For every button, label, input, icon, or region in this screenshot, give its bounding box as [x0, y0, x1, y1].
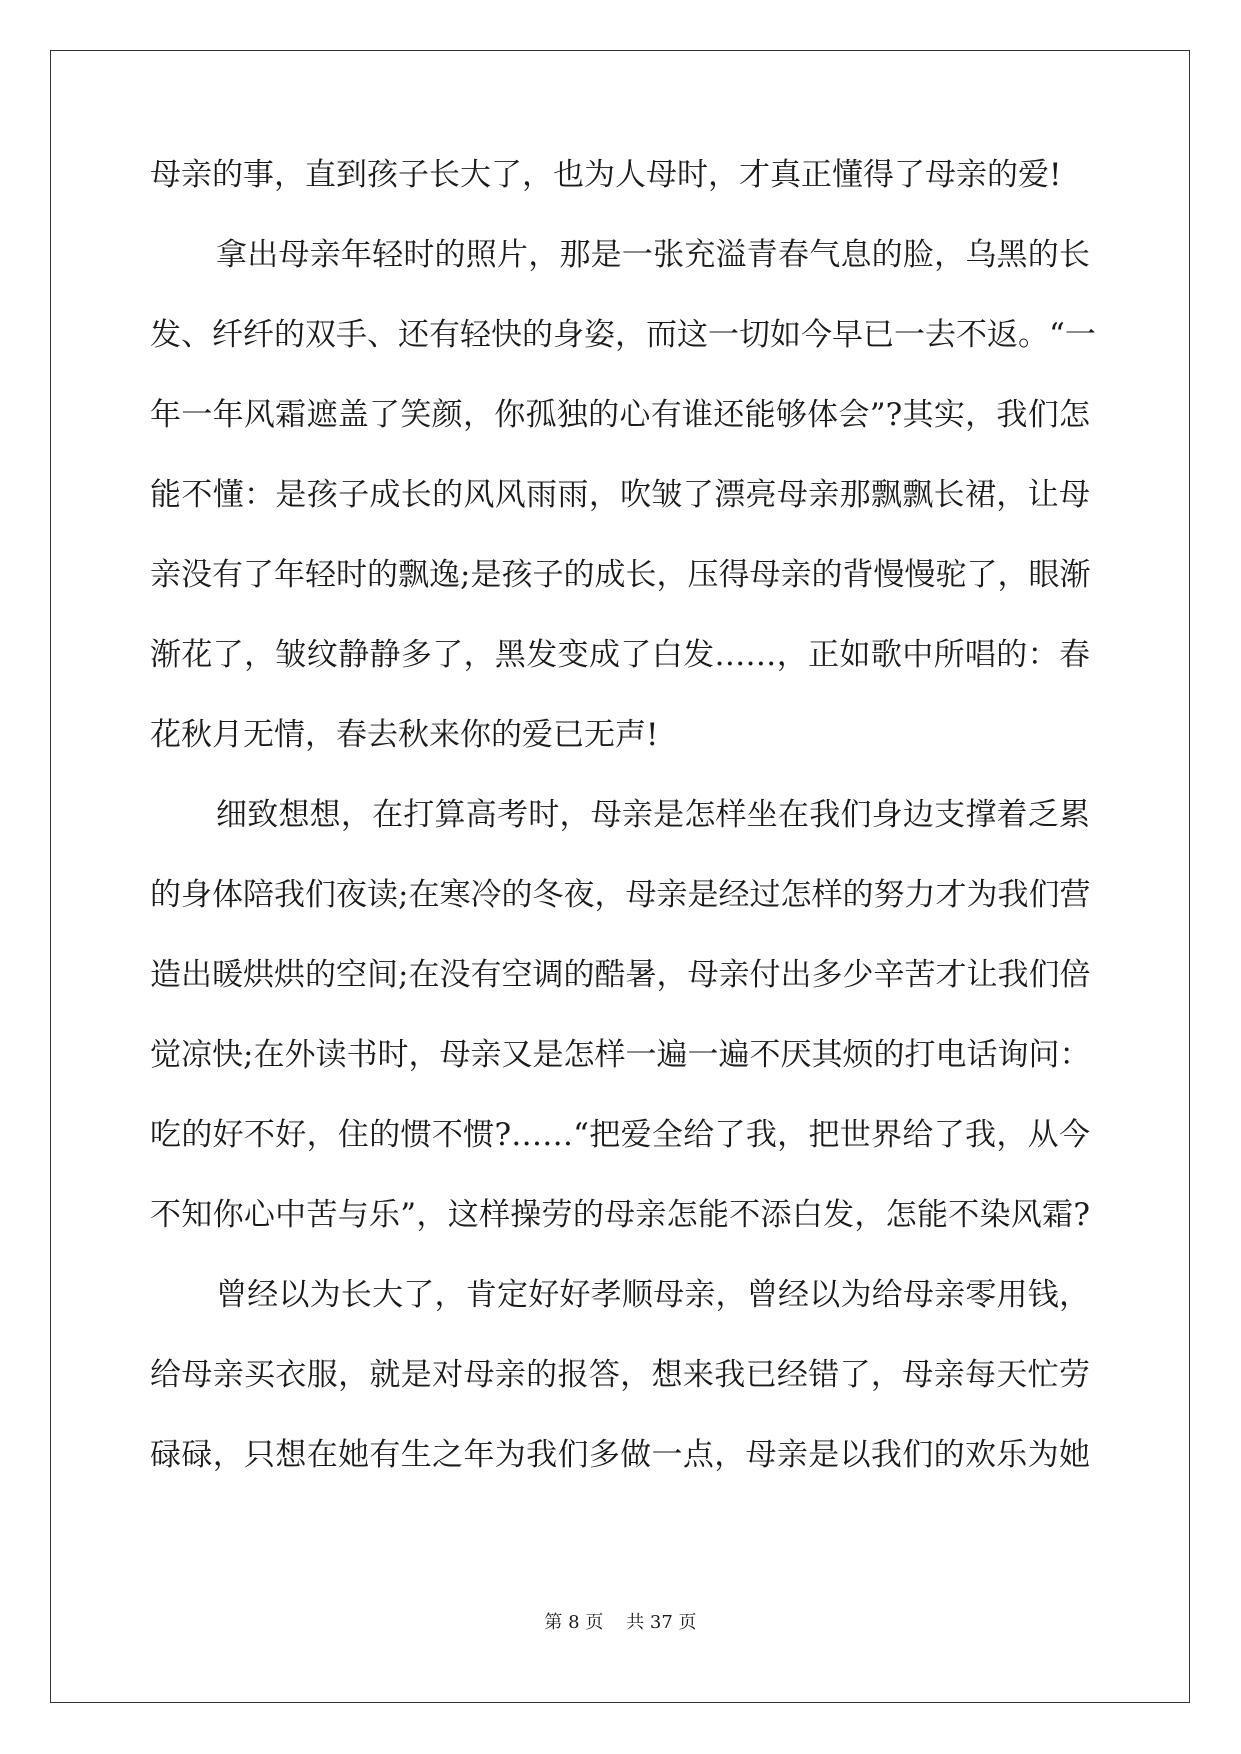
- text-line: 造出暖烘烘的空间;在没有空调的酷暑，母亲付出多少辛苦才让我们倍: [150, 957, 1091, 993]
- text-line: 不知你心中苦与乐”，这样操劳的母亲怎能不添白发，怎能不染风霜?: [150, 1197, 1090, 1233]
- text-line: 年一年风霜遮盖了笑颜，你孤独的心有谁还能够体会”?其实，我们怎: [150, 397, 1090, 433]
- page-number-footer: 第 8 页 共 37 页: [544, 1612, 697, 1633]
- text-line: 拿出母亲年轻时的照片，那是一张充溢青春气息的脸，乌黑的长: [216, 237, 1090, 273]
- text-line: 渐花了，皱纹静静多了，黑发变成了白发……，正如歌中所唱的：春: [150, 637, 1090, 673]
- text-line: 细致想想，在打算高考时，母亲是怎样坐在我们身边支撑着乏累: [216, 797, 1090, 833]
- text-line: 吃的好不好，住的惯不惯?……“把爱全给了我，把世界给了我，从今: [150, 1117, 1090, 1153]
- text-line: 能不懂：是孩子成长的风风雨雨，吹皱了漂亮母亲那飘飘长裙，让母: [150, 477, 1090, 513]
- text-line: 给母亲买衣服，就是对母亲的报答，想来我已经错了，母亲每天忙劳: [150, 1357, 1090, 1393]
- text-line: 发、纤纤的双手、还有轻快的身姿，而这一切如今早已一去不返。“一: [150, 317, 1096, 353]
- text-line: 母亲的事，直到孩子长大了，也为人母时，才真正懂得了母亲的爱!: [150, 157, 1062, 193]
- body-text: [150, 157, 1096, 1520]
- text-line: 花秋月无情，春去秋来你的爱已无声!: [150, 717, 659, 753]
- text-line: 觉凉快;在外读书时，母亲又是怎样一遍一遍不厌其烦的打电话询问：: [150, 1037, 1091, 1073]
- text-line: 亲没有了年轻时的飘逸;是孩子的成长，压得母亲的背慢慢驼了，眼渐: [150, 557, 1091, 593]
- text-line: 碌碌，只想在她有生之年为我们多做一点，母亲是以我们的欢乐为她: [150, 1437, 1090, 1473]
- text-line: 的身体陪我们夜读;在寒冷的冬夜，母亲是经过怎样的努力才为我们营: [150, 877, 1091, 913]
- text-line: 曾经以为长大了，肯定好好孝顺母亲，曾经以为给母亲零用钱，: [216, 1277, 1090, 1313]
